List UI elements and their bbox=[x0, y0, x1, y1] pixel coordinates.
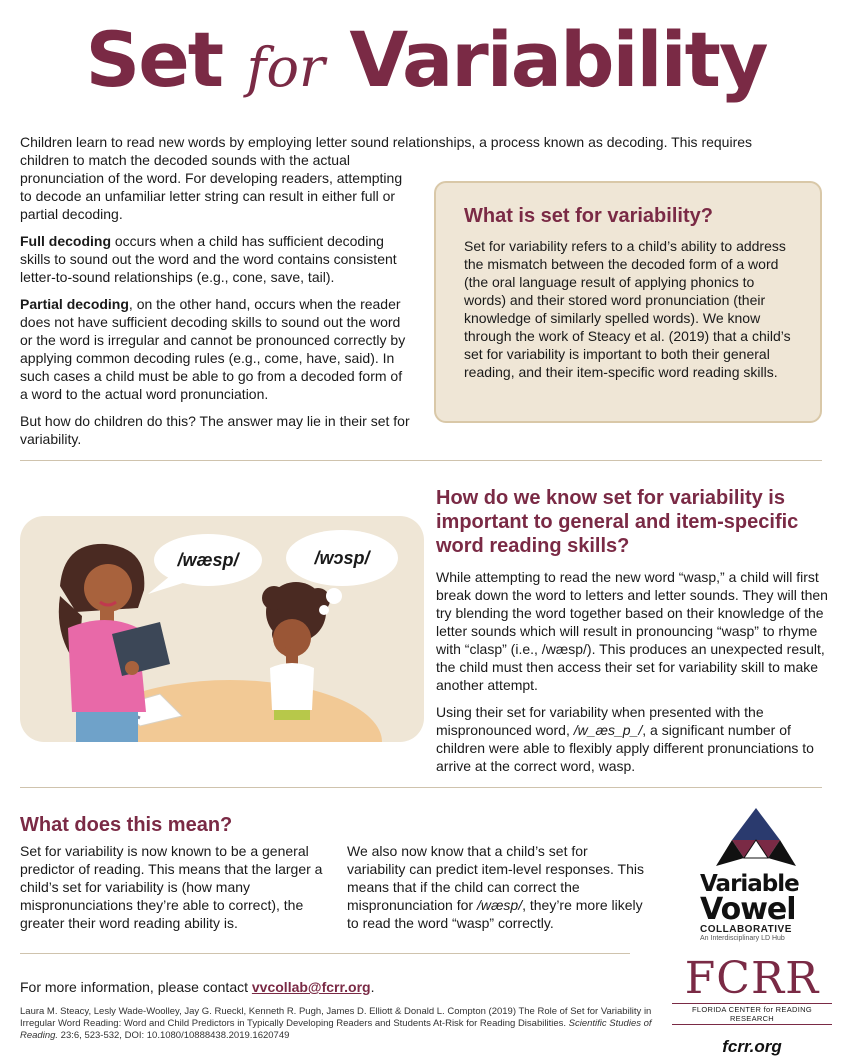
triangle-logo-icon bbox=[708, 808, 804, 866]
citation-journal: Scientific Studies of Reading. bbox=[20, 1018, 652, 1041]
citation: Laura M. Steacy, Lesly Wade-Woolley, Jay G. Rueckl, Kenneth R. Pugh, James D. Elliott & Donald L. Compton (2019) The Role of Set for Variability in Irregular Word Reading: Word and Child Predictors in Typically Developing Readers and Students At-Risk for Reading Disabilities. Scientific Studies of Reading. 23:6, 523-532, DOI: 10.1080/10888438.2019.1620749 bbox=[20, 1006, 652, 1041]
full-decoding-label: Full decoding bbox=[20, 233, 111, 249]
divider bbox=[20, 953, 630, 954]
partial-decoding-paragraph bbox=[20, 295, 412, 403]
fcrr-name: FLORIDA CENTER for READING RESEARCH bbox=[672, 1003, 832, 1025]
vvc-line1: Variable bbox=[700, 871, 799, 897]
intro-lead-text: Children learn to read new words by employing letter sound relationships, a process known as decoding. This requires bbox=[20, 134, 753, 150]
illustration bbox=[20, 516, 424, 742]
contact-line: For more information, please contact vvcollab@fcrr.org. bbox=[20, 979, 375, 995]
title-variability: Variability bbox=[349, 15, 767, 104]
intro-rest: children to match the decoded sounds with the actual pronunciation of the word. For developing readers, attempting to decode an unfamiliar letter string can result in either full or partial decoding. bbox=[20, 152, 403, 222]
full-decoding-paragraph bbox=[20, 232, 412, 286]
meaning-heading: What does this mean? bbox=[20, 814, 233, 836]
mispronounced-word: /w_æs_p_/ bbox=[573, 722, 643, 738]
how-paragraph-2: Using their set for variability when presented with the mispronounced word, /w_æs_p_/, a significant number of children were able to flexibly apply different pronunciations to arrive at the correct word, wasp. bbox=[436, 704, 814, 774]
callout-text: Set for variability refers to a child’s ability to address the mismatch between the decoded form of a word (the oral language result of applying phonics to words) and their stored word pronunciation (their knowledge of similarly spelled words). We know through the work of Steacy et al. (2019) that a child’s set for variability is important to both their general reading, and their item-specific word reading skills. bbox=[464, 238, 791, 380]
vvc-line2: Vowel bbox=[700, 892, 796, 927]
vvc-line4: An Interdisciplinary LD Hub bbox=[700, 935, 785, 942]
full-decoding-text: occurs when a child has sufficient decoding skills to sound out the word and the word contains consistent letter-to-sound relationships (e.g., cone, save, tail). bbox=[20, 233, 397, 285]
vvc-logo bbox=[700, 808, 810, 942]
partial-decoding-text: , on the other hand, occurs when the reader does not have sufficient decoding skills to sound out the word or the word is irregular and cannot be pronounced correctly by applying common decoding rules (e.g., come, have, said). In such cases a child must be able to go from a decoded form of a word to the actual word pronunciation. bbox=[20, 296, 406, 402]
fcrr-url[interactable]: fcrr.org bbox=[722, 1037, 782, 1056]
how-paragraph-1: While attempting to read the new word “wasp,” a child will first break down the word to letters and letter sounds. They will then try blending the word together based on their knowledge of the letter sounds which will result in pronouncing “wasp” to rhyme with “clasp” (i.e., /wæsp/). This produces an unexpected result, the child must then access their set for variability skill to make another attempt. bbox=[436, 569, 828, 693]
how-section bbox=[436, 486, 828, 784]
fcrr-mark: FCRR bbox=[684, 953, 820, 1004]
divider bbox=[20, 460, 822, 461]
partial-decoding-label: Partial decoding bbox=[20, 296, 129, 312]
adult-pants bbox=[76, 712, 138, 742]
meaning-right-text: We also now know that a child’s set for variability can predict item-level responses. This means that if the child can correct the mispronunciation for /wæsp/, they’re more likely to read the word “wasp” correctly. bbox=[347, 843, 644, 931]
child-shirt bbox=[270, 663, 314, 710]
title-for: for bbox=[246, 36, 325, 99]
intro-closing: But how do children do this? The answer may lie in their set for variability. bbox=[20, 413, 410, 447]
title-set: Set bbox=[85, 15, 223, 104]
fcrr-logo bbox=[672, 955, 832, 1057]
contact-email-link[interactable]: vvcollab@fcrr.org bbox=[251, 979, 371, 995]
intro-column bbox=[20, 151, 412, 457]
page-title bbox=[0, 14, 852, 114]
callout-heading: What is set for variability? bbox=[464, 205, 713, 227]
divider bbox=[20, 787, 822, 788]
meaning-left-text: Set for variability is now known to be a general predictor of reading. This means that the larger a child’s set for variability is (how many mispronunciations they’re able to correct), the greater their word reading ability is. bbox=[20, 843, 323, 931]
vvc-line3: COLLABORATIVE bbox=[700, 924, 792, 935]
adult-bubble-text: /wæsp/ bbox=[177, 550, 239, 570]
callout-box bbox=[434, 181, 822, 423]
child-bubble-text: /wɔsp/ bbox=[314, 548, 370, 568]
how-heading: How do we know set for variability is important to general and item-specific word reading skills? bbox=[436, 487, 799, 557]
